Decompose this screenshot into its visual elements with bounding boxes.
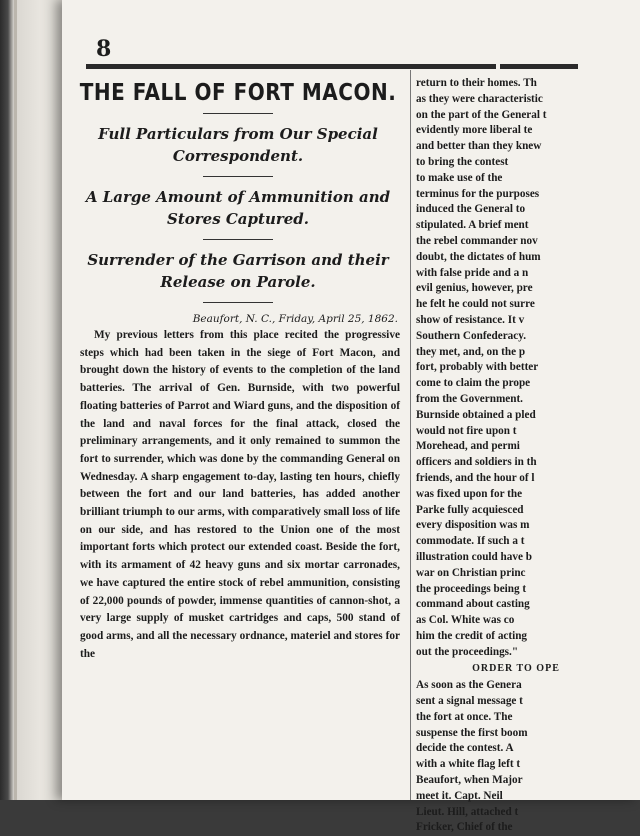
column-line: come to claim the prope <box>416 377 531 390</box>
top-rule-right <box>500 64 578 69</box>
column-line: him the credit of acting <box>416 629 528 642</box>
top-rule <box>86 64 496 69</box>
divider-rule <box>203 176 273 177</box>
column-line: friends, and the hour of l <box>416 471 535 484</box>
divider-rule <box>203 239 273 240</box>
column-line: was fixed upon for the <box>416 487 523 500</box>
column-line: would not fire upon t <box>416 424 517 437</box>
column-line: Southern Confederacy. <box>416 329 527 342</box>
column-line: doubt, the dictates of hum <box>416 250 541 263</box>
column-line: from the Government. <box>416 392 523 405</box>
divider-rule <box>203 113 273 114</box>
column-line: and better than they knew <box>416 140 542 153</box>
column-line: war on Christian princ <box>416 566 526 579</box>
column-line: on the part of the General t <box>416 108 547 121</box>
column-line: fort, probably with better <box>416 361 539 374</box>
column-line: sent a signal message t <box>416 695 523 708</box>
column-line: out the proceedings." <box>416 645 519 658</box>
article-body <box>70 327 406 663</box>
column-line: every disposition was m <box>416 519 530 532</box>
article-deck-1: Full Particulars from Our Special Correspondent. <box>98 125 378 165</box>
article-deck-3: Surrender of the Garrison and their Release on Parole. <box>87 251 389 291</box>
column-line: return to their homes. Th <box>416 77 537 89</box>
column-line: Lieut. Hill, attached t <box>416 805 519 818</box>
column-line: the proceedings being t <box>416 582 527 595</box>
article-dateline: Beaufort, N. C., Friday, April 25, 1862. <box>192 313 398 325</box>
page-number: 8 <box>96 36 112 62</box>
column-line: they met, and, on the p <box>416 345 526 358</box>
column-line: terminus for the purposes <box>416 187 540 200</box>
column-line: Beaufort, when Major <box>416 774 523 787</box>
column-line: evidently more liberal te <box>416 124 533 137</box>
column-line: suspense the first boom <box>416 726 528 739</box>
column-line: with a white flag left t <box>416 758 521 771</box>
column-line: to make use of the <box>416 171 503 184</box>
article-column <box>70 72 406 663</box>
article-paragraph: My previous letters from this place recited the progressive steps which had been taken in the siege of Fort Macon, and brought down the history of events to the completion of the land batteries. The arrival of Gen. Burnside, with two powerful floating batteries of Parrot and Wiard guns, and the disposition of the land and naval forces for the final attack, closed the preliminary arrangements, and it only remained to summon the fort to surrender, which was done by the commanding General on Wednesday. A sharp engagement to-day, lasting ten hours, chiefly between the fort and our land batteries, has added another brilliant triumph to our arms, with comparatively small loss of life on our side, and has restored to the Union one of the most important forts which protect our extended coast. Beside the fort, with its armament of 42 heavy guns and six mortar carronades, we have captured the entire stock of rebel ammunition, consisting of 22,000 pounds of powder, immense quantities of cannon-shot, a very large supply of musket cartridges and caps, 500 stand of good arms, and all the necessary ordnance, materiel and stores for the <box>80 329 400 660</box>
adjacent-column-lines-after <box>416 678 616 836</box>
column-line: Fricker, Chief of the <box>416 821 513 834</box>
column-line: As soon as the Genera <box>416 679 522 692</box>
column-line: meet it. Capt. Neil <box>416 789 503 802</box>
column-line: command about casting <box>416 598 530 611</box>
column-line: evil genius, however, pre <box>416 282 533 295</box>
column-line: decide the contest. A <box>416 742 514 755</box>
column-line: Parke fully acquiesced <box>416 503 524 516</box>
column-line: induced the General to <box>416 203 526 216</box>
column-line: show of resistance. It v <box>416 313 525 326</box>
back-page-edge <box>0 0 70 800</box>
divider-rule <box>203 302 273 303</box>
article-headline: THE FALL OF FORT MACON. <box>79 78 397 106</box>
column-line: illustration could have b <box>416 550 532 563</box>
column-line: the rebel commander nov <box>416 234 538 247</box>
column-line: the fort at once. The <box>416 710 513 723</box>
column-line: with false pride and a n <box>416 266 529 279</box>
column-line: Morehead, and permi <box>416 440 520 453</box>
column-line: commodate. If such a t <box>416 535 525 548</box>
column-line: stipulated. A brief ment <box>416 219 529 232</box>
article-deck-2: A Large Amount of Ammunition and Stores Captured. <box>85 188 391 228</box>
column-line: as they were characteristic <box>416 92 543 105</box>
column-line: officers and soldiers in th <box>416 456 537 469</box>
column-divider <box>410 70 411 800</box>
column-line: to bring the contest <box>416 155 509 168</box>
column-line: he felt he could not surre <box>416 298 535 311</box>
adjacent-column <box>416 76 616 836</box>
adjacent-column-lines <box>416 76 616 660</box>
column-line: as Col. White was co <box>416 614 515 627</box>
column-line: Burnside obtained a pled <box>416 408 536 421</box>
adjacent-column-subhead: ORDER TO OPE <box>472 663 560 675</box>
